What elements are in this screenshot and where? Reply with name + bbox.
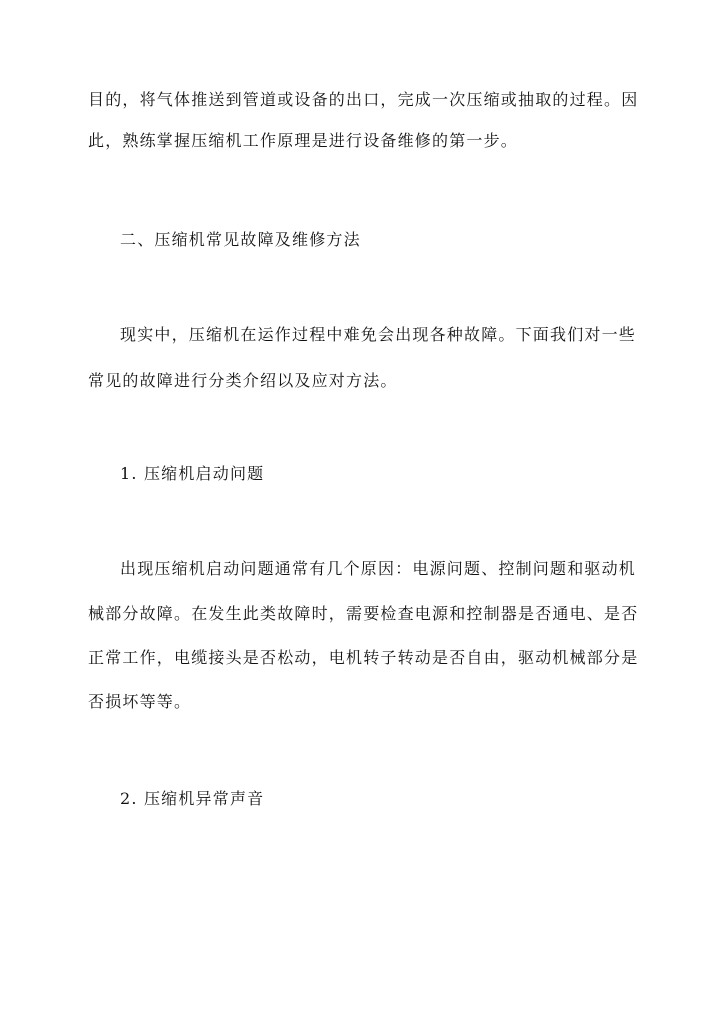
item-1-paragraph-line-4: 否损坏等等。 <box>88 692 192 711</box>
intro-line-2: 此，熟练掌握压缩机工作原理是进行设备维修的第一步。 <box>88 131 519 150</box>
item-1-heading: 1. 压缩机启动问题 <box>120 464 265 483</box>
section-paragraph-line-2: 常见的故障进行分类介绍以及应对方法。 <box>88 371 398 390</box>
item-1-paragraph-line-3: 正常工作，电缆接头是否松动，电机转子转动是否自由，驱动机械部分是 <box>88 648 639 667</box>
item-1-paragraph-line-1: 出现压缩机启动问题通常有几个原因：电源问题、控制问题和驱动机 <box>120 559 637 578</box>
item-2-heading: 2. 压缩机异常声音 <box>120 789 265 808</box>
intro-line-1: 目的，将气体推送到管道或设备的出口，完成一次压缩或抽取的过程。因 <box>88 90 639 109</box>
item-1-paragraph-line-2: 械部分故障。在发生此类故障时，需要检查电源和控制器是否通电、是否 <box>88 604 639 623</box>
section-paragraph-line-1: 现实中，压缩机在运作过程中难免会出现各种故障。下面我们对一些 <box>120 325 637 344</box>
section-heading: 二、压缩机常见故障及维修方法 <box>120 230 361 249</box>
